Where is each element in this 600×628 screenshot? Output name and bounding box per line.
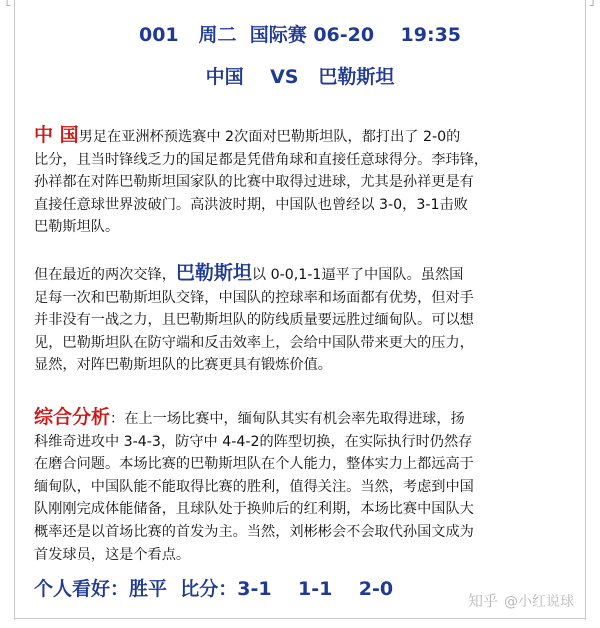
paragraph-line: 缅甸队，中国队能不能取得比赛的胜利，值得关注。当然，考虑到中国 bbox=[34, 478, 474, 495]
paragraph-line: 巴勒斯坦队。 bbox=[34, 219, 120, 236]
paragraph-text: 以 0-0,1-1逼平了中国队。虽然国 bbox=[251, 267, 464, 283]
paragraph-line: 显然，对阵巴勒斯坦队的比赛更具有锻炼价值。 bbox=[34, 357, 332, 374]
watermark bbox=[468, 590, 574, 611]
watermark-site: 知乎 bbox=[467, 592, 498, 610]
paragraph-line: 在磨合问题。本场比赛的巴勒斯坦队在个人能力，整体实力上都远高于 bbox=[34, 456, 474, 473]
paragraph-line: 队刚刚完成体能储备，且球队处于换帅后的红利期，本场比赛中国队大 bbox=[34, 501, 474, 518]
paragraph-history bbox=[34, 124, 574, 239]
paragraph-line: 概率还是以首场比赛的首发为主。当然，刘彬彬会不会取代孙国文成为 bbox=[34, 523, 474, 540]
paragraph-analysis bbox=[34, 406, 574, 566]
paragraph-text: 但在最近的两次交锋， bbox=[34, 267, 176, 283]
match-teams-line: 中国 VS 巴勒斯坦 bbox=[205, 66, 395, 88]
page-border-left bbox=[14, 0, 15, 620]
palestine-highlight: 巴勒斯坦 bbox=[175, 262, 252, 284]
page-border-bottom bbox=[14, 618, 586, 619]
corner-mark-right: ┘ bbox=[589, 1, 596, 12]
paragraph-line: 首发球员，这是个看点。 bbox=[34, 546, 191, 563]
china-highlight: 中 国 bbox=[34, 124, 79, 146]
watermark-author: @小红说球 bbox=[504, 593, 574, 610]
paragraph-text: ：在上一场比赛中，缅甸队其实有机会率先取得进球，扬 bbox=[110, 411, 465, 427]
paragraph-line: 比分，且当时锋线乏力的国足都是凭借角球和直接任意球得分。李玮锋， bbox=[34, 151, 489, 168]
paragraph-line bbox=[34, 124, 574, 149]
page-border-right bbox=[585, 0, 586, 620]
paragraph-line: 见，巴勒斯坦队在防守端和反击效率上，会给中国队带来更大的压力， bbox=[34, 334, 474, 351]
paragraph-line: 足每一次和巴勒斯坦队交锋，中国队的控球率和场面都有优势，但对手 bbox=[34, 289, 474, 306]
paragraph-recent-matches bbox=[34, 262, 574, 377]
paragraph-line: 并非没有一战之力，且巴勒斯坦队的防线质量要远胜过缅甸队。可以想 bbox=[34, 312, 474, 329]
paragraph-text: 男足在亚洲杯预选赛中 2次面对巴勒斯坦队，都打出了 2-0的 bbox=[78, 129, 461, 145]
prediction-line: 个人看好：胜平 比分：3-1 1-1 2-0 bbox=[34, 578, 394, 600]
paragraph-line bbox=[34, 406, 574, 431]
paragraph-line bbox=[34, 262, 574, 287]
corner-mark-left: └ bbox=[4, 1, 11, 12]
paragraph-line: 直接任意球世界波破门。高洪波时期，中国队也曾经以 3-0，3-1击败 bbox=[34, 196, 468, 213]
paragraph-line: 科维奇进攻中 3-4-3，防守中 4-4-2的阵型切换，在实际执行时仍然存 bbox=[34, 433, 473, 450]
analysis-heading: 综合分析 bbox=[34, 406, 111, 428]
match-info-line: 001 周二 国际赛 06-20 19:35 bbox=[138, 24, 462, 46]
paragraph-line: 孙祥都在对阵巴勒斯坦国家队的比赛中取得过进球，尤其是孙祥更是有 bbox=[34, 174, 474, 191]
